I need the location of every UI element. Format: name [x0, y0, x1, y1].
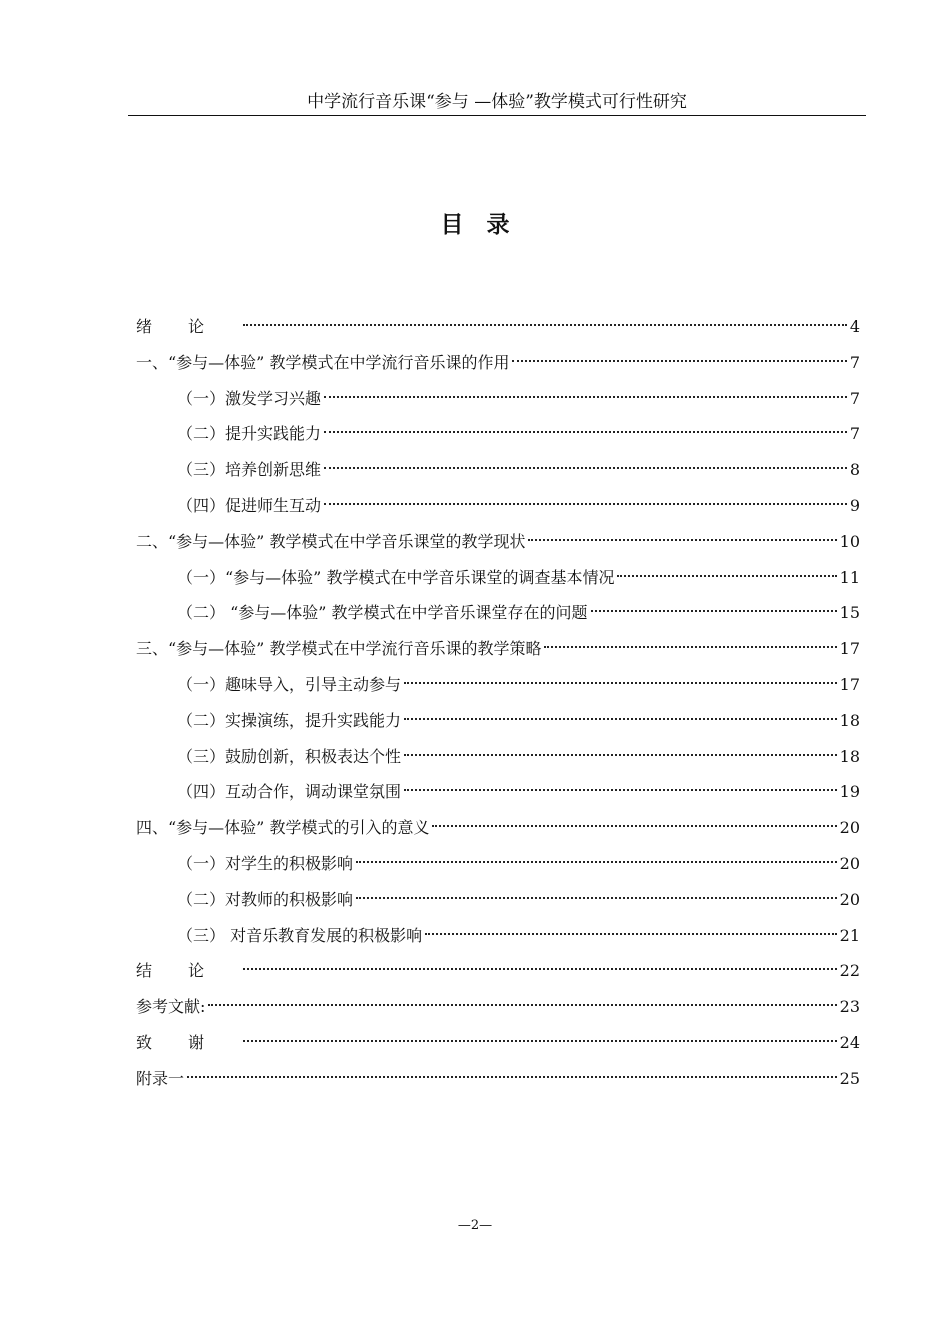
toc-leader-dots — [324, 396, 847, 398]
toc-entry-label: 一、“参与—体验” 教学模式在中学流行音乐课的作用 — [136, 352, 510, 372]
toc-entry-page: 18 — [839, 746, 860, 766]
toc-entry-label: （三）培养创新思维 — [177, 460, 322, 480]
toc-leader-dots — [356, 861, 837, 863]
toc-entry[interactable] — [136, 599, 860, 635]
toc-entry[interactable] — [136, 814, 860, 850]
toc-entry-label: 三、“参与—体验” 教学模式在中学流行音乐课的教学策略 — [136, 639, 542, 659]
toc-entry-page: 17 — [839, 639, 860, 659]
toc-entry[interactable] — [136, 564, 860, 600]
toc-entry[interactable] — [136, 886, 860, 922]
toc-leader-dots — [243, 1040, 837, 1042]
toc-entry-page: 20 — [839, 853, 860, 873]
toc-entry[interactable] — [136, 957, 860, 993]
toc-entry[interactable] — [136, 492, 860, 528]
toc-entry-page: 24 — [839, 1032, 860, 1052]
toc-entry[interactable] — [136, 635, 860, 671]
toc-entry[interactable] — [136, 993, 860, 1029]
toc-leader-dots — [404, 754, 837, 756]
toc-entry-label: 结论 — [136, 961, 241, 981]
toc-entry-label: （一）“参与—体验” 教学模式在中学音乐课堂的调查基本情况 — [177, 567, 615, 587]
toc-entry[interactable] — [136, 1029, 860, 1065]
toc-entry-page: 21 — [839, 925, 860, 945]
toc-entry-page: 7 — [849, 352, 860, 372]
toc-entry-page: 22 — [839, 961, 860, 981]
toc-entry[interactable] — [136, 707, 860, 743]
toc-entry[interactable] — [136, 420, 860, 456]
toc-leader-dots — [404, 718, 837, 720]
toc-entry-label: （一）对学生的积极影响 — [177, 853, 354, 873]
toc-entry-page: 20 — [839, 889, 860, 909]
toc-leader-dots — [324, 503, 847, 505]
running-header: 中学流行音乐课“参与 —体验”教学模式可行性研究 — [307, 92, 687, 112]
toc-leader-dots — [356, 897, 837, 899]
toc-entry-label: （一）趣味导入，引导主动参与 — [177, 674, 402, 694]
toc-leader-dots — [617, 575, 836, 577]
toc-entry[interactable] — [136, 528, 860, 564]
toc-leader-dots — [243, 968, 837, 970]
toc-entry[interactable] — [136, 385, 860, 421]
toc-entry[interactable] — [136, 850, 860, 886]
toc-entry-label: （四）互动合作，调动课堂氛围 — [177, 782, 402, 802]
toc-leader-dots — [404, 789, 837, 791]
toc-entry-label: （三） 对音乐教育发展的积极影响 — [177, 925, 423, 945]
toc-entry-page: 10 — [839, 531, 860, 551]
toc-leader-dots — [187, 1076, 837, 1078]
toc-entry[interactable] — [136, 349, 860, 385]
toc-entry-page: 23 — [839, 997, 860, 1017]
toc-entry-label: 附录一 — [136, 1068, 185, 1088]
toc-entry-label: 二、“参与—体验” 教学模式在中学音乐课堂的教学现状 — [136, 531, 526, 551]
page-title: 目 录 — [440, 211, 510, 238]
toc-entry-page: 17 — [839, 674, 860, 694]
toc-entry[interactable] — [136, 313, 860, 349]
toc-leader-dots — [404, 682, 837, 684]
toc-entry-label: （一）激发学习兴趣 — [177, 388, 322, 408]
toc-entry-label: （二）提升实践能力 — [177, 424, 322, 444]
toc-entry-label: （三）鼓励创新，积极表达个性 — [177, 746, 402, 766]
toc-entry-page: 18 — [839, 710, 860, 730]
toc-entry-label: 参考文献: — [136, 997, 206, 1017]
table-of-contents — [136, 313, 860, 1101]
toc-entry[interactable] — [136, 1065, 860, 1101]
toc-entry-page: 8 — [849, 460, 860, 480]
toc-entry[interactable] — [136, 456, 860, 492]
toc-leader-dots — [324, 431, 847, 433]
toc-entry[interactable] — [136, 778, 860, 814]
toc-leader-dots — [208, 1004, 836, 1006]
toc-leader-dots — [528, 539, 836, 541]
toc-entry-label: 绪论 — [136, 317, 241, 336]
toc-entry-label: （四）促进师生互动 — [177, 495, 322, 515]
toc-entry[interactable] — [136, 922, 860, 958]
page-number: —2— — [457, 1218, 493, 1233]
toc-leader-dots — [324, 467, 847, 469]
toc-leader-dots — [591, 610, 837, 612]
toc-entry-label: （二）对教师的积极影响 — [177, 889, 354, 909]
toc-entry-label: （二） “参与—体验” 教学模式在中学音乐课堂存在的问题 — [177, 603, 588, 623]
toc-leader-dots — [243, 324, 847, 326]
toc-leader-dots — [544, 646, 836, 648]
toc-entry[interactable] — [136, 671, 860, 707]
toc-entry-page: 7 — [849, 388, 860, 408]
toc-entry-page: 4 — [849, 317, 860, 336]
toc-leader-dots — [512, 360, 846, 362]
toc-entry-label: （二）实操演练，提升实践能力 — [177, 710, 402, 730]
header-rule — [128, 115, 866, 116]
toc-entry-page: 7 — [849, 424, 860, 444]
toc-entry-page: 11 — [839, 567, 860, 587]
toc-leader-dots — [432, 825, 836, 827]
toc-entry-label: 致谢 — [136, 1032, 241, 1052]
toc-entry-page: 25 — [839, 1068, 860, 1088]
toc-entry-label: 四、“参与—体验” 教学模式的引入的意义 — [136, 818, 430, 838]
toc-entry-page: 20 — [839, 818, 860, 838]
toc-entry-page: 19 — [839, 782, 860, 802]
toc-entry[interactable] — [136, 743, 860, 779]
toc-entry-page: 15 — [839, 603, 860, 623]
toc-leader-dots — [425, 933, 837, 935]
toc-entry-page: 9 — [849, 495, 860, 515]
